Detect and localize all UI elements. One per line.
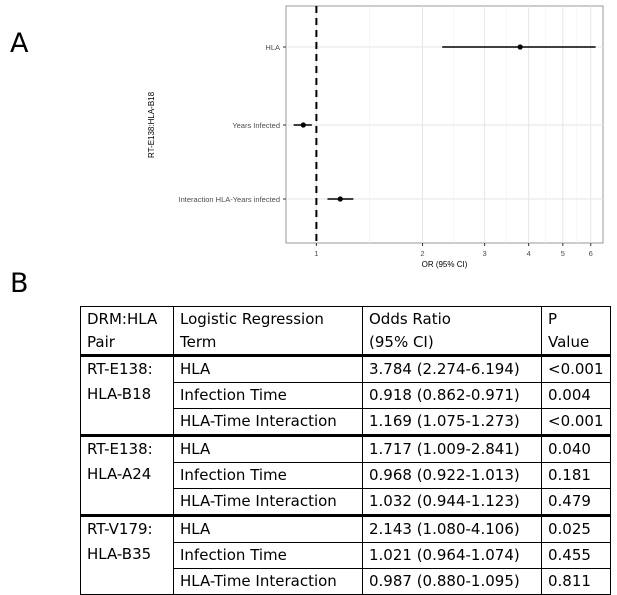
term-cell: HLA-Time Interaction <box>174 569 363 595</box>
or-point <box>518 44 523 49</box>
p-value-cell: 0.025 <box>542 516 611 543</box>
p-value-cell: 0.455 <box>542 543 611 569</box>
x-tick-label: 4 <box>526 249 531 258</box>
pair-label: HLA-A24 <box>87 465 152 483</box>
header-odds-2: (95% CI) <box>363 332 542 356</box>
odds-cell: 1.032 (0.944-1.123) <box>363 489 542 516</box>
term-cell: HLA <box>174 436 363 463</box>
table-row <box>81 356 611 383</box>
pair-label: HLA-B18 <box>87 385 152 403</box>
panel-a-label: A <box>10 28 29 59</box>
p-value-cell: 0.004 <box>542 383 611 409</box>
p-value-cell: <0.001 <box>542 356 611 383</box>
term-cell: Infection Time <box>174 543 363 569</box>
pair-label: RT-E138: <box>87 440 153 458</box>
pair-cell <box>81 436 174 516</box>
p-value-cell: 0.181 <box>542 463 611 489</box>
term-cell: Infection Time <box>174 383 363 409</box>
pair-label: RT-V179: <box>87 520 153 538</box>
odds-cell: 1.717 (1.009-2.841) <box>363 436 542 463</box>
x-tick-label: 5 <box>560 249 565 258</box>
odds-cell: 1.169 (1.075-1.273) <box>363 409 542 436</box>
y-tick-label: Years Infected <box>232 121 280 130</box>
header-term-2: Term <box>174 332 363 356</box>
x-tick-label: 3 <box>482 249 487 258</box>
odds-cell: 3.784 (2.274-6.194) <box>363 356 542 383</box>
header-p-2: Value <box>542 332 611 356</box>
p-value-cell: 0.040 <box>542 436 611 463</box>
header-term: Logistic Regression <box>174 307 363 333</box>
p-value-cell: 0.811 <box>542 569 611 595</box>
p-value-cell: <0.001 <box>542 409 611 436</box>
pair-label: HLA-B35 <box>87 545 152 563</box>
or-point <box>338 196 343 201</box>
odds-cell: 1.021 (0.964-1.074) <box>363 543 542 569</box>
x-tick-label: 6 <box>588 249 593 258</box>
header-p: P <box>542 307 611 333</box>
panel-b-label: B <box>10 268 29 299</box>
odds-cell: 2.143 (1.080-4.106) <box>363 516 542 543</box>
odds-cell: 0.968 (0.922-1.013) <box>363 463 542 489</box>
header-pair: DRM:HLA <box>81 307 174 333</box>
header-odds: Odds Ratio <box>363 307 542 333</box>
regression-table <box>80 306 611 595</box>
term-cell: HLA <box>174 356 363 383</box>
pair-label: RT-E138: <box>87 360 153 378</box>
term-cell: HLA-Time Interaction <box>174 489 363 516</box>
odds-cell: 0.918 (0.862-0.971) <box>363 383 542 409</box>
p-value-cell: 0.479 <box>542 489 611 516</box>
odds-cell: 0.987 (0.880-1.095) <box>363 569 542 595</box>
term-cell: HLA-Time Interaction <box>174 409 363 436</box>
x-tick-label: 2 <box>420 249 425 258</box>
x-tick-label: 1 <box>314 249 319 258</box>
table-row <box>81 436 611 463</box>
or-point <box>301 122 306 127</box>
term-cell: HLA <box>174 516 363 543</box>
header-pair-2: Pair <box>81 332 174 356</box>
y-tick-label: HLA <box>265 43 280 52</box>
term-cell: Infection Time <box>174 463 363 489</box>
pair-cell <box>81 356 174 436</box>
pair-cell <box>81 516 174 595</box>
table-row <box>81 516 611 543</box>
y-tick-label: Interaction HLA-Years infected <box>178 195 280 204</box>
y-axis-label: RT-E138:HLA-B18 <box>147 91 156 159</box>
x-axis-label: OR (95% CI) <box>421 260 468 269</box>
